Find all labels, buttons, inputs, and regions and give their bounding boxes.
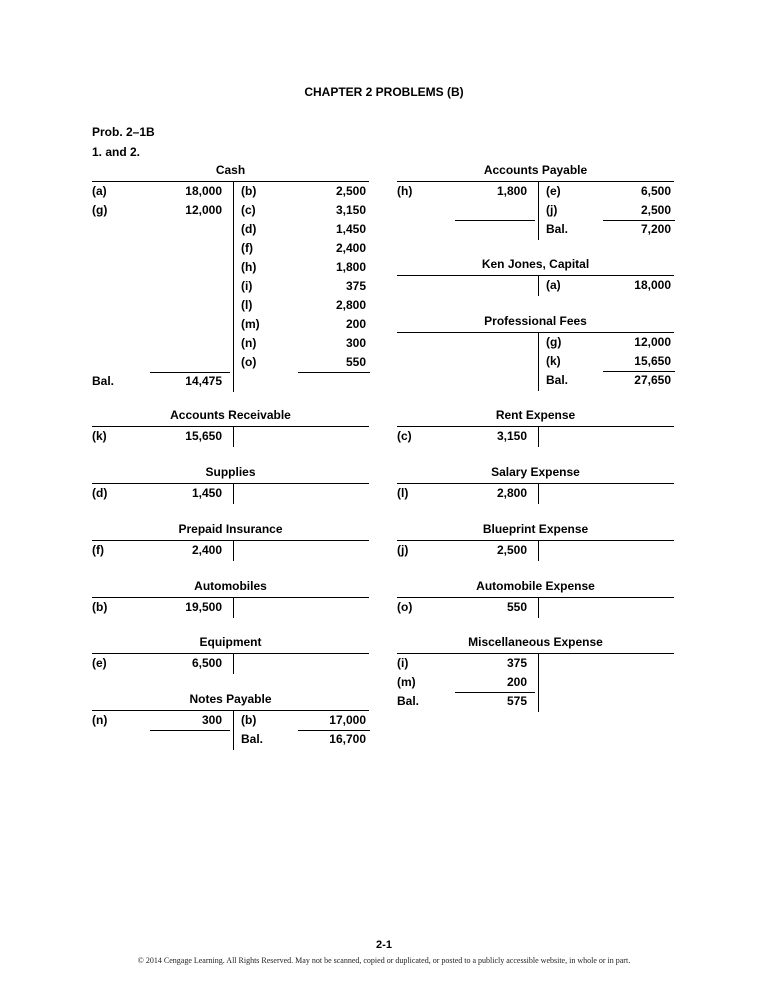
- debit-amount: 200: [506, 675, 527, 689]
- account-title: Miscellaneous Expense: [468, 635, 603, 649]
- balance-amount: 7,200: [640, 222, 671, 236]
- credit-amount: 2,500: [640, 203, 671, 217]
- copyright-notice: © 2014 Cengage Learning. All Rights Reserved. May not be scanned, copied or duplicated, or posted to a publicly accessible website, in whole or in part.: [137, 956, 631, 965]
- credit-amount: 18,000: [634, 278, 671, 292]
- account-divider: [233, 426, 234, 447]
- debit-ref: (a): [92, 184, 107, 198]
- account-title: Equipment: [199, 635, 262, 649]
- balance-label: Bal.: [92, 374, 115, 388]
- credit-amount: 2,500: [335, 184, 366, 198]
- credit-amount: 1,450: [335, 222, 366, 236]
- balance-label: Bal.: [241, 732, 264, 746]
- credit-amount: 2,400: [335, 241, 366, 255]
- account-title: Rent Expense: [495, 408, 576, 422]
- account-title: Supplies: [205, 465, 256, 479]
- credit-ref: (k): [546, 354, 561, 368]
- debit-total-rule: [455, 692, 535, 693]
- debit-total-rule: [150, 730, 230, 731]
- debit-ref: (b): [92, 600, 108, 614]
- credit-ref: (f): [241, 241, 253, 255]
- account-divider: [538, 653, 539, 712]
- account-title: Professional Fees: [484, 314, 587, 328]
- account-title: Blueprint Expense: [482, 522, 589, 536]
- page-number: 2-1: [376, 939, 392, 951]
- account-divider: [233, 653, 234, 674]
- balance-amount: 27,650: [634, 373, 671, 387]
- credit-ref: (n): [241, 336, 257, 350]
- account-divider: [233, 181, 234, 392]
- credit-total-rule: [298, 372, 370, 373]
- account-rule: [92, 653, 369, 654]
- account-title: Ken Jones, Capital: [481, 257, 590, 271]
- account-rule: [92, 710, 369, 711]
- credit-amount: 2,800: [335, 298, 366, 312]
- credit-amount: 12,000: [634, 335, 671, 349]
- balance-label: Bal.: [546, 373, 569, 387]
- account-divider: [538, 332, 539, 391]
- account-rule: [397, 426, 674, 427]
- account-rule: [92, 181, 369, 182]
- debit-amount: 19,500: [185, 600, 222, 614]
- debit-ref: (i): [397, 656, 409, 670]
- account-rule: [397, 597, 674, 598]
- credit-amount: 6,500: [640, 184, 671, 198]
- account-title: Cash: [215, 163, 246, 177]
- debit-ref: (o): [397, 600, 413, 614]
- debit-amount: 2,500: [496, 543, 527, 557]
- account-divider: [233, 597, 234, 618]
- debit-amount: 6,500: [191, 656, 222, 670]
- account-divider: [233, 483, 234, 504]
- credit-ref: (j): [546, 203, 558, 217]
- debit-ref: (h): [397, 184, 413, 198]
- account-divider: [538, 597, 539, 618]
- debit-ref: (n): [92, 713, 108, 727]
- credit-amount: 3,150: [335, 203, 366, 217]
- credit-amount: 300: [345, 336, 366, 350]
- credit-total-rule: [603, 371, 675, 372]
- account-divider: [538, 426, 539, 447]
- debit-ref: (e): [92, 656, 107, 670]
- credit-amount: 17,000: [329, 713, 366, 727]
- account-rule: [397, 483, 674, 484]
- credit-ref: (h): [241, 260, 257, 274]
- account-rule: [397, 181, 674, 182]
- credit-ref: (i): [241, 279, 253, 293]
- debit-amount: 2,400: [191, 543, 222, 557]
- credit-amount: 550: [345, 355, 366, 369]
- credit-total-rule: [603, 220, 675, 221]
- credit-ref: (d): [241, 222, 257, 236]
- balance-label: Bal.: [397, 694, 420, 708]
- account-divider: [233, 540, 234, 561]
- account-title: Accounts Payable: [483, 163, 588, 177]
- debit-ref: (k): [92, 429, 107, 443]
- account-title: Notes Payable: [189, 692, 272, 706]
- debit-amount: 300: [201, 713, 222, 727]
- balance-amount: 575: [506, 694, 527, 708]
- credit-ref: (a): [546, 278, 561, 292]
- debit-ref: (c): [397, 429, 412, 443]
- account-title: Accounts Receivable: [170, 408, 291, 422]
- debit-ref: (l): [397, 486, 409, 500]
- credit-ref: (l): [241, 298, 253, 312]
- account-rule: [397, 653, 674, 654]
- credit-ref: (m): [241, 317, 260, 331]
- credit-ref: (b): [241, 713, 257, 727]
- balance-label: Bal.: [546, 222, 569, 236]
- problem-number: Prob. 2–1B: [92, 125, 155, 139]
- page-title: CHAPTER 2 PROBLEMS (B): [304, 85, 464, 99]
- debit-amount: 2,800: [496, 486, 527, 500]
- credit-total-rule: [298, 730, 370, 731]
- part-label: 1. and 2.: [92, 145, 141, 159]
- account-divider: [538, 483, 539, 504]
- credit-amount: 200: [345, 317, 366, 331]
- debit-amount: 550: [506, 600, 527, 614]
- credit-amount: 1,800: [335, 260, 366, 274]
- account-rule: [92, 597, 369, 598]
- account-divider: [233, 710, 234, 750]
- debit-amount: 18,000: [185, 184, 222, 198]
- account-rule: [397, 275, 674, 276]
- account-rule: [92, 426, 369, 427]
- debit-ref: (f): [92, 543, 104, 557]
- account-rule: [92, 483, 369, 484]
- credit-ref: (e): [546, 184, 561, 198]
- debit-amount: 15,650: [185, 429, 222, 443]
- debit-amount: 375: [506, 656, 527, 670]
- account-rule: [397, 332, 674, 333]
- balance-amount: 14,475: [185, 374, 222, 388]
- credit-ref: (b): [241, 184, 257, 198]
- cash-debit-total-rule: [150, 372, 230, 373]
- debit-ref: (g): [92, 203, 108, 217]
- account-divider: [538, 181, 539, 240]
- account-divider: [538, 275, 539, 296]
- credit-ref: (c): [241, 203, 256, 217]
- debit-ref: (j): [397, 543, 409, 557]
- account-title: Salary Expense: [491, 465, 580, 479]
- account-title: Prepaid Insurance: [178, 522, 283, 536]
- balance-amount: 16,700: [329, 732, 366, 746]
- account-divider: [538, 540, 539, 561]
- credit-amount: 375: [345, 279, 366, 293]
- debit-amount: 1,450: [191, 486, 222, 500]
- account-rule: [397, 540, 674, 541]
- credit-amount: 15,650: [634, 354, 671, 368]
- credit-ref: (g): [546, 335, 562, 349]
- account-rule: [92, 540, 369, 541]
- debit-amount: 1,800: [496, 184, 527, 198]
- account-title: Automobile Expense: [476, 579, 595, 593]
- debit-ref: (d): [92, 486, 108, 500]
- debit-ref: (m): [397, 675, 416, 689]
- debit-amount: 12,000: [185, 203, 222, 217]
- account-title: Automobiles: [194, 579, 267, 593]
- debit-amount: 3,150: [496, 429, 527, 443]
- debit-total-rule: [455, 220, 535, 221]
- credit-ref: (o): [241, 355, 257, 369]
